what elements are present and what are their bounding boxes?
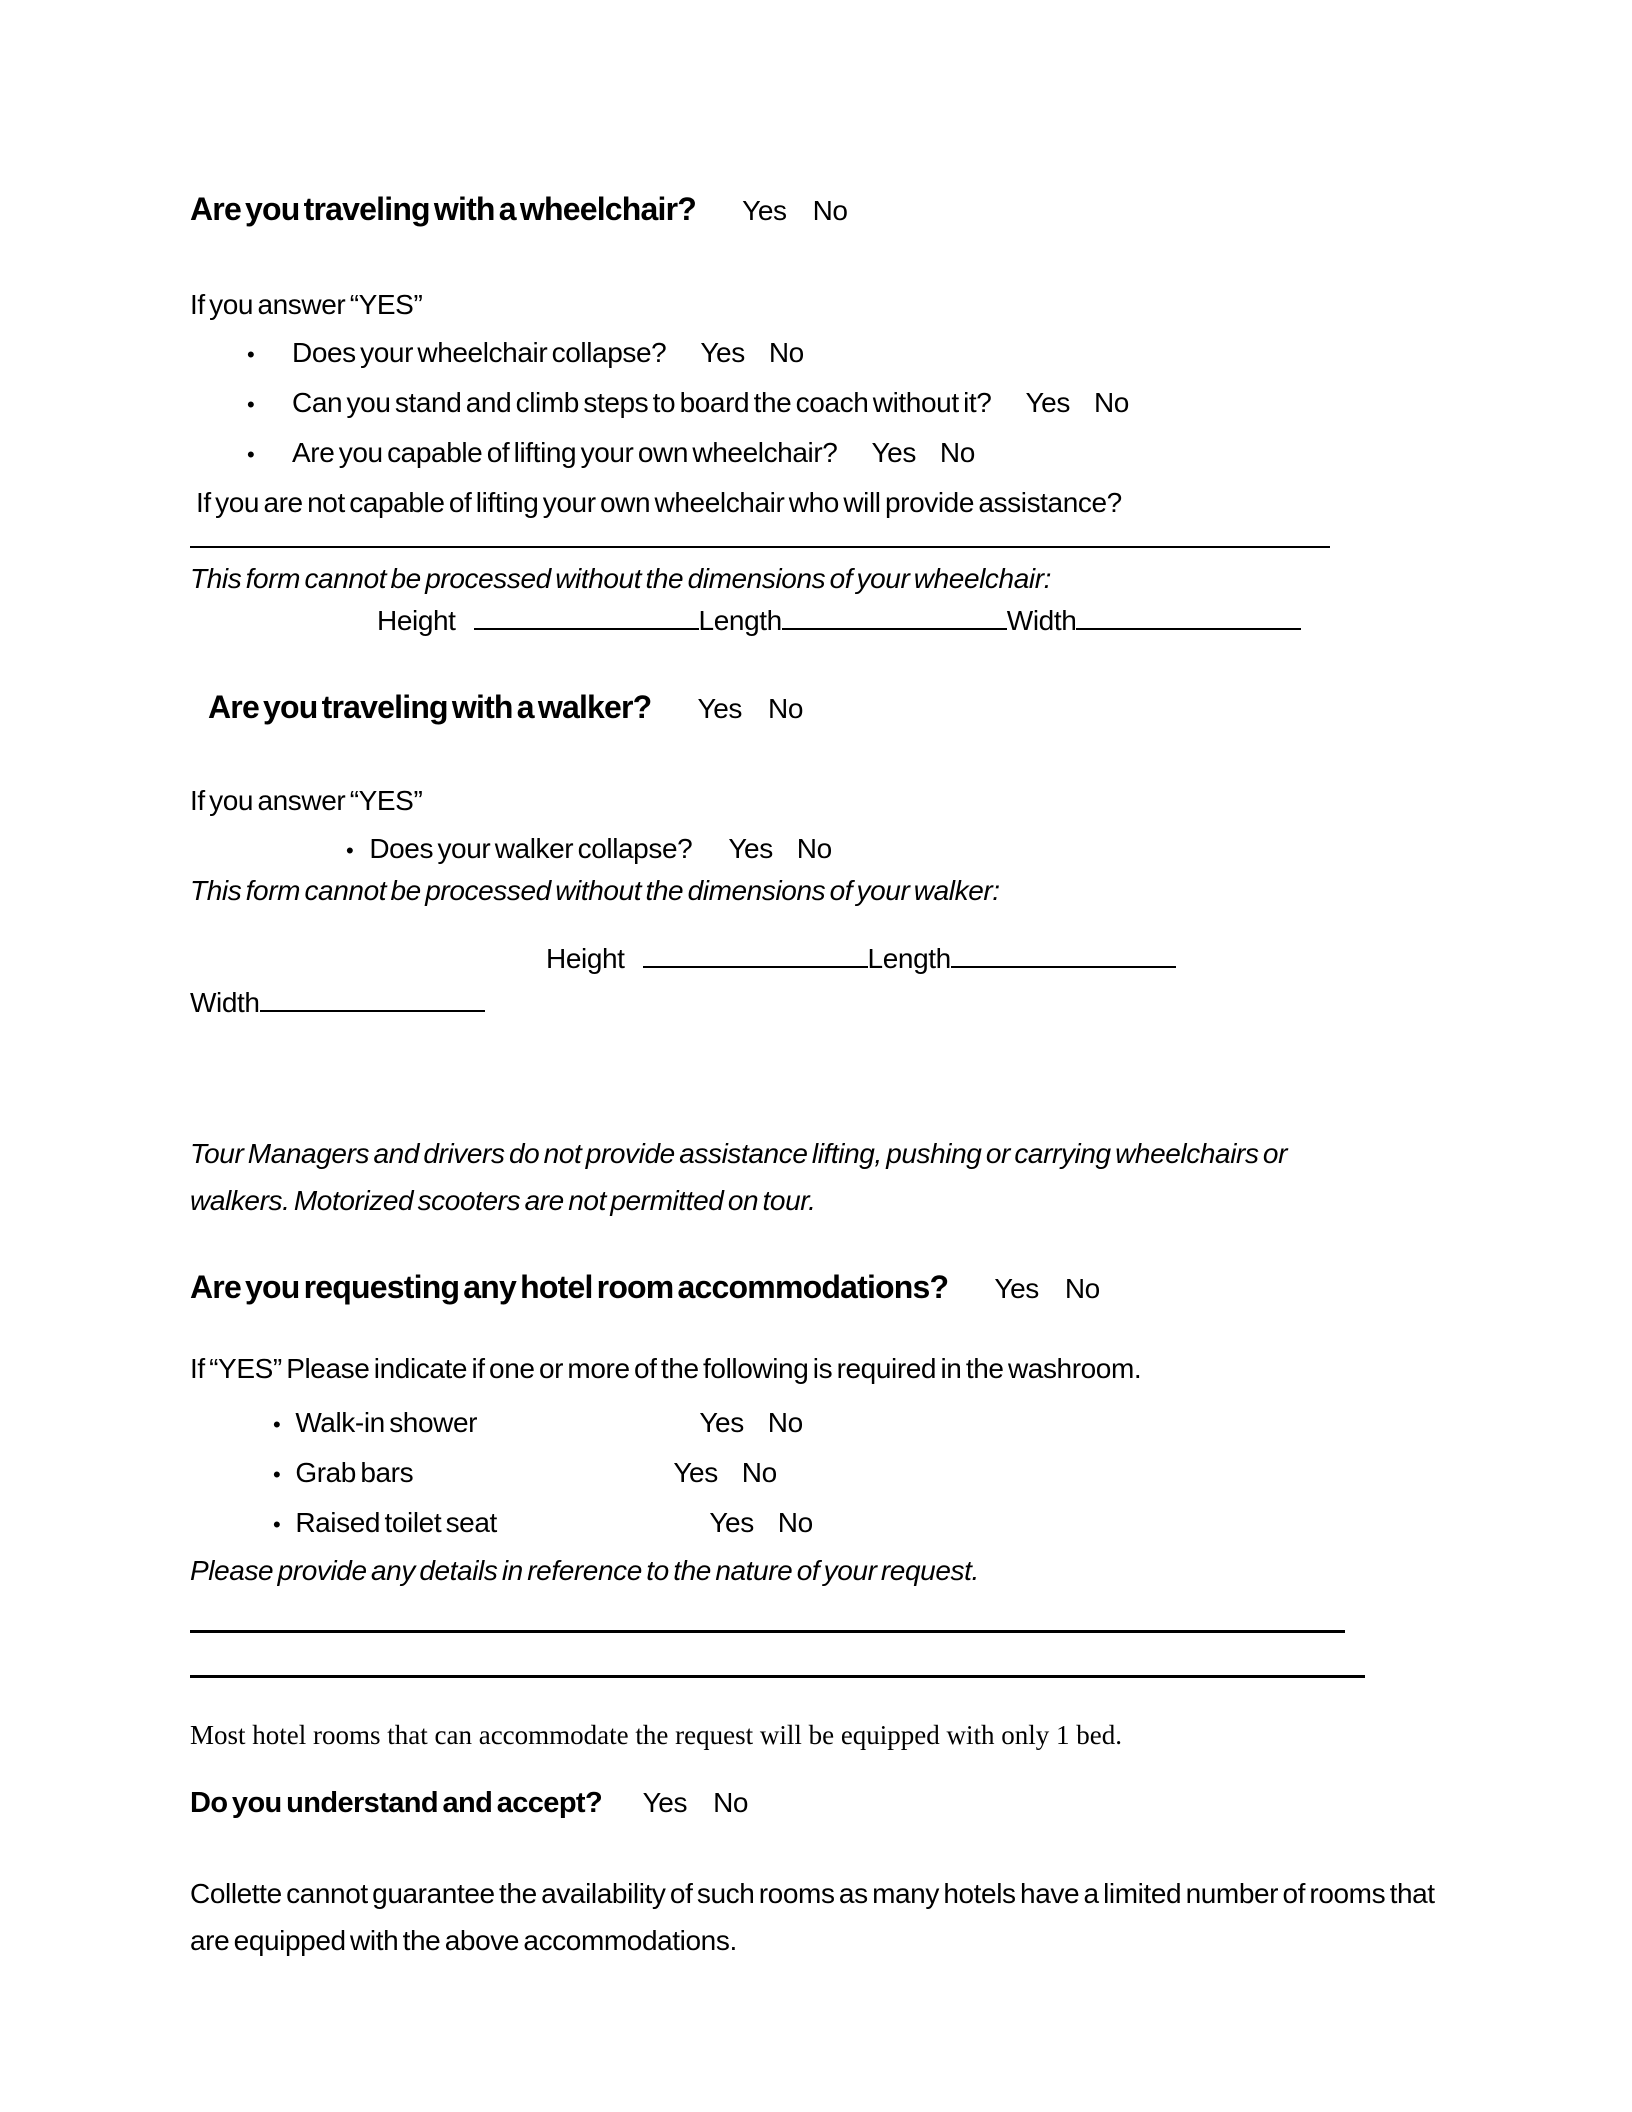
bullet-text: Are you capable of lifting your own wheelchair? [292,437,838,468]
walker-question-text: Are you traveling with a walker? [208,689,652,725]
hotel-question-heading [190,1270,1542,1306]
wheelchair-yes-option[interactable]: Yes [742,195,787,226]
length-label: Length [698,605,782,636]
wheelchair-dimensions-row [190,604,1542,638]
option-raised-toilet-seat [190,1506,1542,1542]
hotel-yes-option[interactable]: Yes [994,1273,1039,1304]
accept-answer-options [607,1787,748,1818]
grab-bars-no-option[interactable]: No [741,1457,777,1488]
height-label: Height [546,943,625,974]
assistance-question-text: If you are not capable of lifting your own wheelchair who will provide assistance? [196,487,1122,518]
walker-intro-text: If you answer “YES” [190,785,423,816]
wheelchair-length-field[interactable] [782,604,1007,630]
shower-no-option[interactable]: No [767,1407,803,1438]
option-grab-bars [190,1456,1542,1492]
bullet-icon [273,1458,280,1492]
wheelchair-intro-text: If you answer “YES” [190,289,423,320]
wheelchair-bullet-lifting [190,436,1542,472]
walker-section [190,690,1542,1020]
request-details-line-1[interactable] [190,1630,1345,1633]
collapse-yes-option[interactable]: Yes [700,337,745,368]
bullet-icon [273,1408,280,1442]
bullet-icon [346,834,353,868]
walker-question-heading [208,690,1542,726]
walker-width-field[interactable] [260,986,485,1012]
shower-yes-option[interactable]: Yes [699,1407,744,1438]
walker-width-row [190,986,1542,1020]
board-yes-option[interactable]: Yes [1025,387,1070,418]
washroom-option-list [190,1406,1542,1542]
bullet-text: Does your walker collapse? [369,833,693,864]
toilet-seat-yes-option[interactable]: Yes [709,1507,754,1538]
option-label: Grab bars [295,1457,414,1488]
grab-bars-yes-option[interactable]: Yes [673,1457,718,1488]
wheelchair-height-field[interactable] [474,604,699,630]
request-details-line-2[interactable] [190,1675,1365,1678]
height-label: Height [377,605,456,636]
option-label: Raised toilet seat [295,1507,497,1538]
bullet-icon [273,1508,280,1542]
option-walk-in-shower [190,1406,1542,1442]
accept-no-option[interactable]: No [713,1787,749,1818]
bullet-icon [247,338,292,372]
walker-no-option[interactable]: No [768,693,804,724]
wheelchair-question-text: Are you traveling with a wheelchair? [190,191,697,227]
wheelchair-answer-options [700,195,847,226]
wheelchair-question-heading [190,192,1542,228]
wheelchair-bullet-collapse [190,336,1542,372]
width-label: Width [190,987,260,1018]
wheelchair-dimensions-note: This form cannot be processed without the dimensions of your wheelchair: [190,563,1052,594]
one-bed-note: Most hotel rooms that can accommodate the request will be equipped with only 1 bed. [190,1720,1123,1750]
accept-yes-option[interactable]: Yes [642,1787,688,1818]
hotel-accommodations-section [190,1270,1542,1964]
collapse-no-option[interactable]: No [768,337,804,368]
walker-bullet-collapse [190,832,1542,868]
wheelchair-width-field[interactable] [1076,604,1301,630]
assistance-policy-note: Tour Managers and drivers do not provide assistance lifting, pushing or carrying wheelchairs or walkers. Motorized scooters are not permitted on tour. [190,1138,1288,1216]
bullet-text: Can you stand and climb steps to board the coach without it? [292,387,992,418]
assistance-answer-line[interactable] [190,546,1330,548]
lifting-no-option[interactable]: No [939,437,975,468]
hotel-intro-text: If “YES” Please indicate if one or more of the following is required in the washroom. [190,1353,1142,1384]
hotel-question-text: Are you requesting any hotel room accommodations? [190,1269,949,1305]
wheelchair-bullet-list [190,336,1542,472]
wheelchair-section [190,192,1542,638]
walker-height-field[interactable] [643,942,868,968]
walker-dimensions-row [190,942,1542,976]
accept-question-text: Do you understand and accept? [190,1787,603,1819]
accept-question-row [190,1786,1542,1820]
lifting-yes-option[interactable]: Yes [871,437,916,468]
walker-answer-options [656,693,803,724]
walker-dimensions-note: This form cannot be processed without the dimensions of your walker: [190,875,1000,906]
availability-disclaimer: Collette cannot guarantee the availability of such rooms as many hotels have a limited number of rooms that are equipped with the above accommodations. [190,1878,1435,1956]
bullet-text: Does your wheelchair collapse? [292,337,667,368]
wheelchair-bullet-board-coach [190,386,1542,422]
option-label: Walk-in shower [295,1407,478,1438]
board-no-option[interactable]: No [1093,387,1129,418]
details-prompt-text: Please provide any details in reference to the nature of your request. [190,1555,979,1586]
hotel-answer-options [952,1273,1099,1304]
walker-collapse-yes-option[interactable]: Yes [728,833,773,864]
hotel-no-option[interactable]: No [1064,1273,1100,1304]
length-label: Length [867,943,951,974]
walker-collapse-no-option[interactable]: No [796,833,832,864]
wheelchair-no-option[interactable]: No [812,195,848,226]
bullet-icon [247,388,292,422]
toilet-seat-no-option[interactable]: No [777,1507,813,1538]
bullet-icon [247,438,292,472]
walker-length-field[interactable] [951,942,1176,968]
width-label: Width [1006,605,1077,636]
walker-yes-option[interactable]: Yes [697,693,743,724]
